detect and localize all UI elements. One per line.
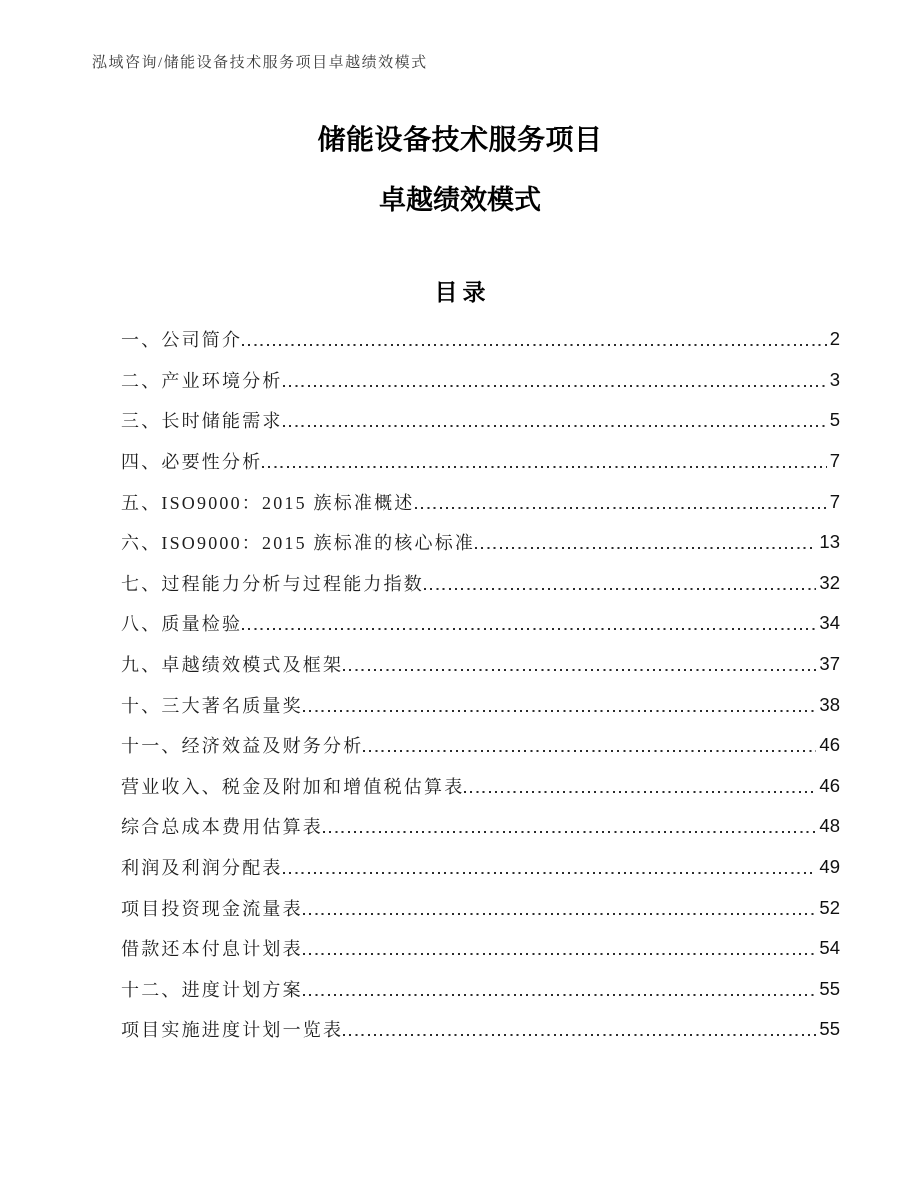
toc-leader-dots xyxy=(343,1034,816,1036)
toc-leader-dots xyxy=(262,466,826,468)
toc-leader-dots xyxy=(343,669,816,671)
toc-leader-dots xyxy=(283,872,817,874)
toc-page-number: 37 xyxy=(819,653,840,675)
toc-row[interactable] xyxy=(121,806,840,847)
toc-leader-dots xyxy=(303,953,817,955)
toc-row[interactable] xyxy=(121,319,840,360)
toc-entry-label: 十二、进度计划方案 xyxy=(121,979,303,1000)
toc-page-number: 52 xyxy=(819,896,840,918)
toc-entry-label: 六、ISO9000：2015 族标准的核心标准 xyxy=(121,533,476,554)
page-header: 泓域咨询/储能设备技术服务项目卓越绩效模式 xyxy=(92,55,428,71)
toc-entry-label: 营业收入、税金及附加和增值税估算表 xyxy=(121,776,465,797)
toc-entry-label: 综合总成本费用估算表 xyxy=(121,817,323,838)
toc-entry-label: 四、必要性分析 xyxy=(121,452,263,473)
toc-leader-dots xyxy=(283,425,827,427)
toc-row[interactable] xyxy=(121,887,840,928)
toc-row[interactable] xyxy=(121,1009,840,1050)
toc-page-number: 48 xyxy=(819,815,840,837)
document-subtitle: 卓越绩效模式 xyxy=(379,185,541,215)
toc-entry-label: 利润及利润分配表 xyxy=(121,858,283,879)
toc-entry-label: 二、产业环境分析 xyxy=(121,370,283,391)
toc-row[interactable] xyxy=(121,603,840,644)
toc-row[interactable] xyxy=(121,441,840,482)
toc-entry-label: 借款还本付息计划表 xyxy=(121,939,303,960)
toc-leader-dots xyxy=(363,750,816,752)
toc-leader-dots xyxy=(303,994,817,996)
toc-page-number: 2 xyxy=(829,328,840,350)
toc-page-number: 49 xyxy=(819,856,840,878)
toc-page-number: 3 xyxy=(829,368,840,390)
toc-row[interactable] xyxy=(121,481,840,522)
toc-entry-label: 五、ISO9000：2015 族标准概述 xyxy=(121,492,415,513)
toc-page-number: 54 xyxy=(819,937,840,959)
toc-page-number: 46 xyxy=(819,774,840,796)
toc-entry-label: 十一、经济效益及财务分析 xyxy=(121,736,364,757)
toc-page-number: 13 xyxy=(819,531,840,553)
toc-leader-dots xyxy=(283,385,827,387)
toc-page-number: 46 xyxy=(819,734,840,756)
toc-leader-dots xyxy=(464,791,816,793)
toc-list xyxy=(121,319,840,1050)
toc-row[interactable] xyxy=(121,644,840,685)
toc-page-number: 7 xyxy=(829,490,840,512)
toc-row[interactable] xyxy=(121,563,840,604)
toc-leader-dots xyxy=(303,913,817,915)
toc-entry-label: 项目实施进度计划一览表 xyxy=(121,1020,344,1041)
toc-row[interactable] xyxy=(121,725,840,766)
toc-row[interactable] xyxy=(121,928,840,969)
toc-page-number: 55 xyxy=(819,977,840,999)
toc-page-number: 7 xyxy=(829,450,840,472)
toc-row[interactable] xyxy=(121,847,840,888)
document-title: 储能设备技术服务项目 xyxy=(317,124,603,155)
toc-row[interactable] xyxy=(121,400,840,441)
toc-entry-label: 七、过程能力分析与过程能力指数 xyxy=(121,573,424,594)
toc-leader-dots xyxy=(242,628,816,630)
toc-leader-dots xyxy=(475,547,816,549)
toc-row[interactable] xyxy=(121,684,840,725)
toc-entry-label: 一、公司简介 xyxy=(121,330,243,351)
toc-row[interactable] xyxy=(121,766,840,807)
toc-entry-label: 三、长时储能需求 xyxy=(121,411,283,432)
toc-page-number: 5 xyxy=(829,409,840,431)
toc-page-number: 38 xyxy=(819,693,840,715)
toc-row[interactable] xyxy=(121,522,840,563)
toc-heading: 目录 xyxy=(434,279,491,305)
toc-leader-dots xyxy=(323,831,816,833)
toc-entry-label: 九、卓越绩效模式及框架 xyxy=(121,655,344,676)
toc-row[interactable] xyxy=(121,969,840,1010)
toc-row[interactable] xyxy=(121,360,840,401)
toc-leader-dots xyxy=(424,588,816,590)
toc-entry-label: 八、质量检验 xyxy=(121,614,243,635)
toc-entry-label: 项目投资现金流量表 xyxy=(121,898,303,919)
toc-page-number: 55 xyxy=(819,1018,840,1040)
toc-leader-dots xyxy=(242,344,827,346)
toc-leader-dots xyxy=(415,507,827,509)
toc-leader-dots xyxy=(303,710,817,712)
toc-page-number: 34 xyxy=(819,612,840,634)
toc-entry-label: 十、三大著名质量奖 xyxy=(121,695,303,716)
toc-page-number: 32 xyxy=(819,571,840,593)
